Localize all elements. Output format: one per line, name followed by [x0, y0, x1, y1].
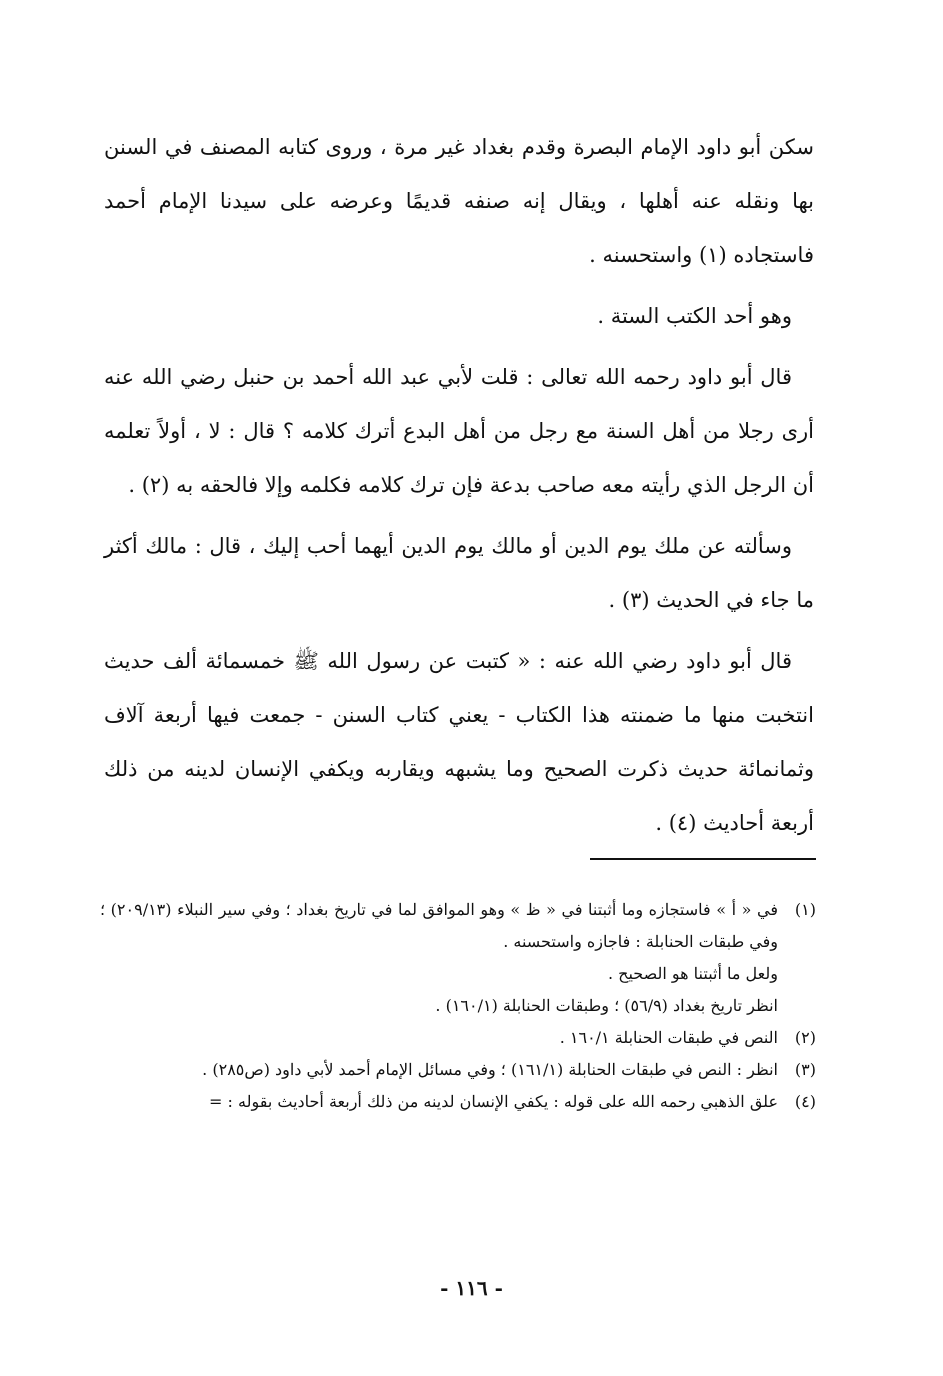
footnote-1-line-2: ولعل ما أثبتنا هو الصحيح .	[607, 964, 778, 983]
footnote-text: النص في طبقات الحنابلة ١٦٠/١ .	[559, 1028, 778, 1047]
paragraph-4: وسألته عن ملك يوم الدين أو مالك يوم الدين أيهما أحب إليك ، قال : مالك أكثر ما جاء في الحديث (٣) .	[104, 534, 814, 612]
paragraph-2: وهو أحد الكتب الستة .	[597, 304, 792, 328]
footnote-number: (٣)	[794, 1060, 816, 1079]
footnote-number: (١)	[794, 900, 816, 919]
footnote-number: (٢)	[794, 1028, 816, 1047]
footnote-3	[100, 1054, 816, 1086]
footnotes	[100, 894, 816, 1118]
footnote-number: (٤)	[794, 1092, 816, 1111]
footnote-2	[100, 1022, 816, 1054]
footnote-separator	[590, 858, 816, 860]
paragraph-5: قال أبو داود رضي الله عنه : « كتبت عن رسول الله ﷺ خمسمائة ألف حديث انتخبت منها ما ضمنته هذا الكتاب - يعني كتاب السنن - جمعت فيها أربعة آلاف وثمانمائة حديث ذكرت الصحيح وما يشبهه ويقاربه ويكفي الإنسان لدينه من ذلك أربعة أحاديث (٤) .	[104, 649, 814, 835]
footnote-1-line-3: انظر تاريخ بغداد (٥٦/٩) ؛ وطبقات الحنابلة (١٦٠/١) .	[435, 996, 778, 1015]
paragraph-1: سكن أبو داود الإمام البصرة وقدم بغداد غير مرة ، وروى كتابه المصنف في السنن بها ونقله عنه أهلها ، ويقال إنه صنفه قديمًا وعرضه على سيدنا الإمام أحمد فاستجاده (١) واستحسنه .	[104, 135, 814, 267]
page-number: - ١١٦ -	[440, 1276, 503, 1300]
footnote-text: في « أ » فاستجازه وما أثبتنا في « ظ » وهو الموافق لما في تاريخ بغداد ؛ وفي سير النبلاء (٢٠٩/١٣) ؛ وفي طبقات الحنابلة : فاجازه واستحسنه .	[100, 900, 778, 951]
footnote-1	[100, 894, 816, 958]
paragraph-3: قال أبو داود رحمه الله تعالى : قلت لأبي عبد الله أحمد بن حنبل رضي الله عنه أرى رجلا من أهل السنة مع رجل من أهل البدع أترك كلامه ؟ قال : لا ، أولاً تعلمه أن الرجل الذي رأيته معه صاحب بدعة فإن ترك كلامه فكلمه وإلا فالحقه به (٢) .	[104, 365, 814, 497]
main-text	[104, 120, 814, 857]
footnote-4	[100, 1086, 816, 1118]
footnote-text: انظر : النص في طبقات الحنابلة (١٦١/١) ؛ وفي مسائل الإمام أحمد لأبي داود (ص٢٨٥) .	[202, 1060, 778, 1079]
footnote-text: علق الذهبي رحمه الله على قوله : يكفي الإنسان لدينه من ذلك أربعة أحاديث بقوله : =	[209, 1092, 778, 1111]
